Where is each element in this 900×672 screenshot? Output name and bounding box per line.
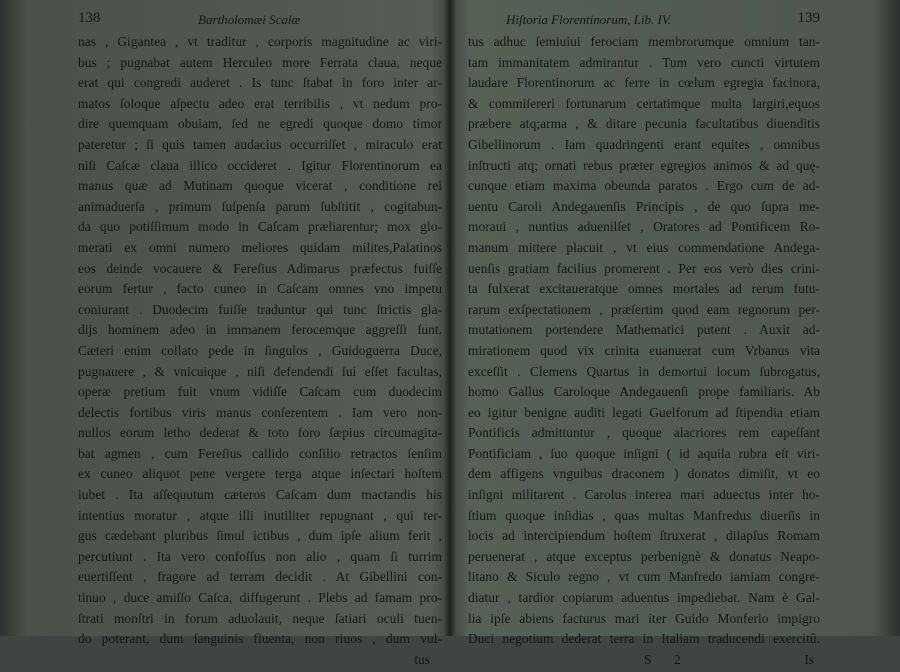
text-line: euertiſſent , fragore ad terram decidit . At Gibellini con- [78, 569, 442, 585]
text-line: inſigni militarent . Carolus interea mari aduectus inter ho- [468, 487, 820, 503]
text-line: bat agmen , cum Fereſius callido conſilio retractos ſenſim [78, 445, 442, 461]
text-line: moraui , nuntius aduenilſet , Oratores ad Pontificem Ro- [468, 219, 820, 235]
text-line: tinuo , duce amiſſo Caſca, diffugerunt . Plebs ad famam pro- [78, 590, 442, 606]
left-page [78, 8, 442, 667]
text-line: matos ſoloque aſpectu adeo erat terribilis , vt nedum pro- [78, 95, 442, 111]
left-running-title: Bartholomæi Scalæ [198, 12, 301, 27]
text-line: laudare Florentinorum ac ferre in cœlum egregia facinora, [468, 75, 820, 91]
text-line: gus cædebant pluribus ſimul ictibus , dum ipſe alium ferit , [78, 528, 442, 544]
left-page-number: 138 [78, 10, 101, 26]
text-line: diatur , tardior copiarum aduentus impediebat. Nam è Gal- [468, 590, 820, 606]
text-line: eos deinde vocauere & Fereſius Adimarus præfectus fuiſſe [78, 260, 442, 276]
text-line: erat qui congredi auderet . Is tunc ſtabat in foro inter ar- [78, 75, 442, 91]
text-line: manum mittere placuit , vt eius commendatione Andega- [468, 239, 820, 255]
text-line: da quo potiſſimum modo in Caſcam præliarentur; mox glo- [78, 219, 442, 235]
text-line: delectis fortibus viris manus conſerentem . Iam vero non- [78, 404, 442, 420]
text-line: eorum fertur , facto cuneo in Caſcam omnes vno impetu [78, 281, 442, 297]
text-line: inſtructi atq; ornati rebus præter egregios animos & ad quę- [468, 157, 820, 173]
text-line: bus ; pugnabat autem Herculeo more Ferrata claua, neque [78, 54, 442, 70]
text-line: dem affigens vnguibus draconem ) donatos dimiſit, vt eo [468, 466, 820, 482]
text-line: nas , Gigantea , vt traditur , corporis magnitudine ac viri- [78, 34, 442, 49]
text-line: nullos eorum letho dederat & toto foro ſæpius circumagita- [78, 425, 442, 441]
text-line: præbere atq;arma , & ditare pecunia facultatibus diuenditis [468, 116, 820, 132]
text-line: Duci negotium dederat terra in Italiam traducendi exercitû. [468, 631, 820, 647]
text-line: ſtrati monſtri in forum aduolauit, neque ſatiari oculi tuen- [78, 610, 442, 626]
text-line: percutiunt . Ita vero confoſſus non alio , quam ſi turrim [78, 548, 442, 564]
text-line: animaduerſa , primum ſuſpenſa parum ſubſtitit , cogitabun- [78, 198, 442, 214]
text-line: & commiſereri fortunarum certatimque multa largiri,equos [468, 95, 820, 111]
text-line: tam immanitatem admirantur . Tum vero cuncti virtutem [468, 54, 820, 70]
text-line: homo Gallus Caroloque Andegauenſi prope familiaris. Ab [468, 384, 820, 400]
text-line: Cæteri enim collato pede in ſingulos , Guidoguerra Duce, [78, 342, 442, 358]
text-line: intentius moratur , atque illi inutiliter repugnant , qui ter- [78, 507, 442, 523]
text-line: tus adhuc ſemiuiui ferociam membrorumque omnium tan- [468, 34, 820, 49]
signature-mark-number: 2 [674, 651, 681, 667]
text-line: do poterant, dum ſanguinis fluenta, non riuos , dum vul- [78, 631, 442, 647]
text-line: Pontificis admittuntur , quoque alacriores rem capeſſant [468, 425, 820, 441]
right-running-title: Hiſtoria Florentinorum, Lib. IV. [506, 12, 672, 27]
right-page-footer [468, 652, 820, 672]
right-running-head [468, 8, 820, 32]
right-page-body [468, 32, 820, 650]
text-line: pateretur ; ſi quis tamen audacius occurriſſet , miraculo erat [78, 136, 442, 152]
text-line: operæ pretium fuit vnum vidiſſe Caſcam cum duodecim [78, 384, 442, 400]
text-line: exceſſit . Clemens Quartus in demortui locum ſubrogatus, [468, 363, 820, 379]
text-line: merati ex omni numero meliores quidam milites,Palatinos [78, 239, 442, 255]
text-line: dire quemquam obuiam, ſed ne egredi quoque domo timor [78, 116, 442, 132]
right-page-number: 139 [797, 10, 820, 26]
text-line: locis ad intercipiendum hoſtem ſtruxerat , dilapſus Romam [468, 528, 820, 544]
text-line: peruenerat , atque exceptus perbenignè & donatus Neapo- [468, 548, 820, 564]
text-line: mutationem portendere Mathematici putent . Auxit ad- [468, 322, 820, 338]
right-catchword: Is [804, 651, 814, 667]
book-gutter [444, 0, 456, 636]
text-line: niſi Caſcæ claua illico occideret . Igitur Florentinorum ea [78, 157, 442, 173]
text-line: mirationem quod vix crinita euanuerat cum Vrbanus vita [468, 342, 820, 358]
text-line: pugnauere , & vnicuique , niſi defendendi ſui eſſet facultas, [78, 363, 442, 379]
text-line: lia ipſe abiens facturus mari iter Guido Monferio impigro [468, 610, 820, 626]
text-line: Gibellinorum . Iam quadringenti erant equites , omnibus [468, 136, 820, 152]
text-line: manus quæ ad Mutinam quoque vicerat , conditione rei [78, 178, 442, 194]
text-line: dijs hominem adeo in immanem ferocemque aggreſſi ſunt. [78, 322, 442, 338]
left-catchword: tus [414, 651, 430, 667]
text-line: litano & Siculo regno , vt cum Manfredo iamiam congre- [468, 569, 820, 585]
left-running-head [78, 8, 442, 32]
text-line: uentu Caroli Andegauenſis Principis , de quo ſupra me- [468, 198, 820, 214]
signature-mark-letter: S [644, 651, 652, 667]
text-line: ex cuneo aliquot pene vergere terga atque inſectari hoſtem [78, 466, 442, 482]
text-line: uenſis gratiam facilius promerent . Per eos verò dies crini- [468, 260, 820, 276]
right-page [468, 8, 820, 667]
text-line: cunque etiam maxima obeunda paratos . Ergo cum de ad- [468, 178, 820, 194]
text-line: Pontificiam , ſuo quoque inſigni ( id aquila rubra eſt viri- [468, 445, 820, 461]
text-line: iubet . Ita aſſequutum cæteros Caſcam dum mactandis his [78, 487, 442, 503]
text-line: rarum exſpectationem , præſertim quod eam regnorum per- [468, 301, 820, 317]
left-page-footer [78, 652, 442, 672]
text-line: ſtium quoque inſidias , quas multas Manfredus diuerſis in [468, 507, 820, 523]
text-line: coniurant . Duodecim fuiſſe traduntur qui tunc ſtrictis gla- [78, 301, 442, 317]
text-line: eo igitur benigne auditi legati Guelforum ad ſtipendia etiam [468, 404, 820, 420]
left-page-body [78, 32, 442, 650]
text-line: ta fulxerat excitaueratque omnes mortales ad rerum futu- [468, 281, 820, 297]
